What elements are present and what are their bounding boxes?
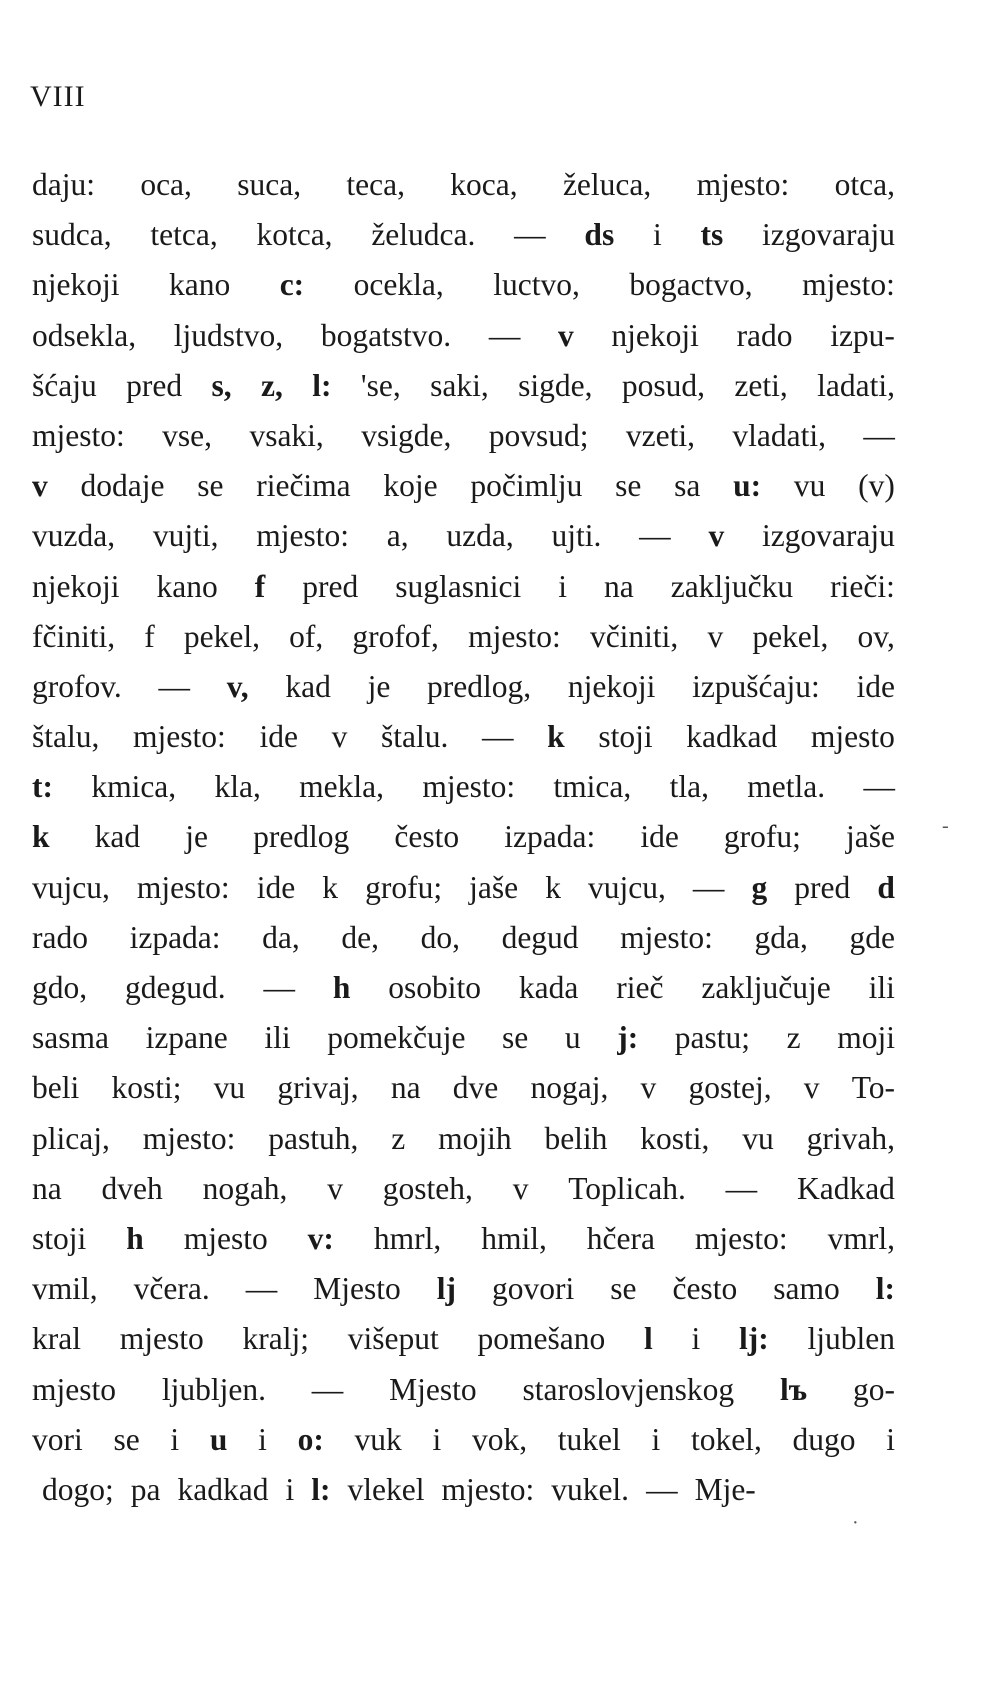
word: fčiniti, — [32, 618, 116, 654]
word: izpada: — [129, 919, 221, 955]
word: ocekla, — [353, 267, 444, 303]
word: pa — [130, 1471, 161, 1507]
word: gosteh, — [382, 1170, 473, 1206]
word: tmica, — [553, 769, 632, 805]
word: želudca. — [371, 217, 476, 253]
word: v — [331, 719, 348, 755]
word: mjesto — [119, 1321, 204, 1357]
word: počimlju — [470, 468, 583, 504]
word: — — [158, 668, 191, 704]
word: grivaj, — [277, 1070, 359, 1106]
text-line — [32, 662, 895, 712]
word: ladati, — [817, 367, 895, 403]
text-line — [32, 260, 895, 310]
text-line — [32, 1164, 895, 1214]
emphasized-letter: k — [32, 819, 50, 855]
word: se — [615, 468, 642, 504]
emphasized-letter: l — [643, 1321, 653, 1357]
word: zaključuje — [701, 970, 831, 1005]
word: k — [545, 869, 561, 905]
emphasized-letter: j: — [617, 1020, 639, 1056]
word: Kadkad — [796, 1170, 895, 1206]
word: ide — [856, 668, 895, 704]
emphasized-letter: o: — [297, 1421, 324, 1457]
word: koje — [383, 468, 438, 504]
word: grofu; — [723, 819, 801, 855]
emphasized-letter: c: — [279, 267, 305, 303]
emphasized-letter: u: — [733, 468, 762, 504]
word: višeput — [347, 1321, 439, 1357]
text-line — [32, 1013, 895, 1063]
word: dve — [452, 1070, 499, 1106]
body-text — [32, 160, 895, 1515]
word: staroslovjenskog — [522, 1371, 735, 1407]
word: tla, — [669, 769, 709, 805]
word: mjesto: — [802, 267, 895, 303]
word: suca, — [237, 167, 302, 202]
word: vmil, — [32, 1271, 98, 1307]
word: — — [646, 1471, 678, 1507]
text-line — [32, 210, 895, 260]
word: nogah, — [202, 1170, 288, 1206]
word: ide — [259, 719, 298, 755]
text-line — [32, 762, 895, 812]
emphasized-letter: l: — [875, 1271, 895, 1307]
word: i — [651, 1421, 661, 1457]
word: vuzda, — [32, 518, 116, 554]
word: — — [692, 869, 725, 905]
word: kad — [285, 668, 331, 704]
word: degud — [501, 919, 579, 955]
word: izpu- — [830, 317, 895, 353]
word: pred — [794, 869, 851, 905]
emphasized-letter: v — [558, 317, 574, 353]
word: dodaje — [80, 468, 165, 504]
word: pred — [126, 367, 183, 403]
emphasized-letter: ts — [700, 217, 724, 253]
word: vujcu, — [588, 869, 666, 905]
emphasized-letter: v, — [226, 668, 249, 704]
word: šćaju — [32, 367, 97, 403]
word: rieč — [616, 970, 664, 1005]
text-line — [32, 511, 895, 561]
word: dugo — [792, 1421, 856, 1457]
text-line — [32, 863, 895, 913]
word: kadkad — [177, 1471, 269, 1507]
word: plicaj, — [32, 1120, 110, 1156]
text-line — [32, 562, 895, 612]
emphasized-letter: h — [126, 1220, 144, 1256]
text-line — [32, 1264, 895, 1314]
word: rado — [736, 317, 793, 353]
word: rieči: — [830, 568, 895, 604]
word: gdo, — [32, 970, 88, 1005]
text-line — [32, 411, 895, 461]
word: do, — [420, 919, 460, 955]
word: predlog, — [427, 668, 532, 704]
word: je — [185, 819, 208, 855]
word: na — [603, 568, 634, 604]
text-line — [32, 461, 895, 511]
word: mjesto: — [133, 719, 226, 755]
word: kralj; — [242, 1321, 309, 1357]
word: hmrl, — [373, 1220, 442, 1256]
word: ljubljen. — [161, 1371, 266, 1407]
word: sudca, — [32, 217, 112, 253]
word: se — [197, 468, 224, 504]
word: ide — [256, 869, 296, 905]
word: pomekčuje — [327, 1020, 466, 1056]
word: kmica, — [91, 769, 177, 805]
word: grofov. — [32, 668, 122, 704]
word: a, — [386, 518, 409, 554]
word: često — [672, 1271, 738, 1307]
word: izpada: — [504, 819, 596, 855]
word: se — [113, 1421, 140, 1457]
word: mojih — [438, 1120, 512, 1156]
word: kosti, — [640, 1120, 710, 1156]
emphasized-letter: d — [877, 869, 895, 905]
word: ov, — [857, 618, 895, 654]
word: otca, — [834, 167, 895, 202]
word: se — [502, 1020, 529, 1056]
word: tetca, — [150, 217, 218, 253]
word: vok, — [471, 1421, 528, 1457]
emphasized-letter: lъ — [780, 1371, 808, 1407]
word: stoji — [32, 1220, 87, 1256]
word: f — [144, 618, 155, 654]
word: of, — [289, 618, 324, 654]
text-line — [32, 1214, 895, 1264]
text-line — [32, 1314, 895, 1364]
word: z — [391, 1120, 406, 1156]
word: mjesto: — [422, 769, 516, 805]
word: saki, — [430, 367, 489, 403]
emphasized-letter: z, — [261, 367, 283, 403]
emphasized-letter: ds — [584, 217, 615, 253]
word: riečima — [256, 468, 351, 504]
word: belih — [544, 1120, 608, 1156]
text-line — [32, 612, 895, 662]
word: vse, — [162, 417, 213, 453]
emphasized-letter: v — [32, 468, 48, 504]
word: vuk — [354, 1421, 402, 1457]
word: — — [725, 1170, 758, 1206]
word: vlekel — [347, 1471, 425, 1507]
word: odsekla, — [32, 317, 137, 353]
word: grofu; — [365, 869, 443, 905]
emphasized-letter: v: — [307, 1220, 334, 1256]
word: v — [803, 1070, 820, 1106]
emphasized-letter: k — [547, 719, 565, 755]
word: govori — [491, 1271, 575, 1307]
word: koca, — [450, 167, 518, 202]
word: i — [652, 217, 662, 253]
word: dveh — [101, 1170, 163, 1206]
word: uzda, — [446, 518, 514, 554]
word: grofof, — [352, 618, 439, 654]
word: sigde, — [518, 367, 593, 403]
text-line — [32, 1465, 895, 1515]
word: povsud; — [488, 417, 589, 453]
word: mjesto: — [441, 1471, 535, 1507]
text-line — [32, 160, 895, 210]
word: mjesto: — [136, 869, 230, 905]
word: dogo; — [42, 1471, 114, 1507]
word: moji — [837, 1020, 895, 1056]
word: 'se, — [360, 367, 401, 403]
text-line — [32, 1114, 895, 1164]
word: kotca, — [256, 217, 333, 253]
word: teca, — [346, 167, 405, 202]
word: kosti; — [111, 1070, 182, 1106]
word: kano — [156, 568, 218, 604]
word: mjesto: — [468, 618, 561, 654]
word: metla. — [747, 769, 826, 805]
text-line — [32, 963, 895, 1013]
word: — — [863, 417, 895, 453]
word: stoji — [598, 719, 653, 755]
emphasized-letter: t: — [32, 769, 53, 805]
word: i — [285, 1471, 295, 1507]
word: mjesto: — [694, 1220, 788, 1256]
word: hčera — [586, 1220, 655, 1256]
word: štalu, — [32, 719, 100, 755]
word: Mjesto — [389, 1371, 477, 1407]
word: oca, — [140, 167, 192, 202]
word: gda, — [754, 919, 808, 955]
word: pastuh, — [268, 1120, 359, 1156]
word: vujti, — [152, 518, 219, 554]
word: pred — [302, 568, 359, 604]
word: tokel, — [690, 1421, 762, 1457]
word: — — [639, 518, 671, 554]
word: da, — [262, 919, 300, 955]
word: želuca, — [562, 167, 652, 202]
word: posud, — [621, 367, 706, 403]
word: ili — [868, 970, 895, 1005]
word: osobito — [388, 970, 482, 1005]
text-line — [32, 1063, 895, 1113]
word: gostej, — [688, 1070, 772, 1106]
word: često — [394, 819, 460, 855]
word: pekel, — [183, 618, 260, 654]
word: samo — [773, 1271, 840, 1307]
word: tukel — [557, 1421, 621, 1457]
word: mjesto: — [142, 1120, 236, 1156]
word: mjesto: — [256, 518, 350, 554]
text-line — [32, 361, 895, 411]
word: gdegud. — [125, 970, 226, 1005]
word: gde — [849, 919, 895, 955]
word: kada — [518, 970, 579, 1005]
emphasized-letter: h — [332, 970, 351, 1005]
word: suglasnici — [395, 568, 522, 604]
word: bogatstvo. — [320, 317, 452, 353]
word: vu — [213, 1070, 246, 1106]
word: i — [170, 1421, 180, 1457]
text-line — [32, 712, 895, 762]
emphasized-letter: l: — [312, 367, 332, 403]
word: nogaj, — [530, 1070, 609, 1106]
text-line — [32, 812, 895, 862]
word: mjesto: — [620, 919, 713, 955]
word: vu — [742, 1120, 774, 1156]
word: ide — [640, 819, 679, 855]
word: hmil, — [481, 1220, 547, 1256]
word: rado — [32, 919, 88, 955]
emphasized-letter: lj: — [738, 1321, 769, 1357]
word: izgovaraju — [762, 217, 895, 253]
word: — — [863, 769, 895, 805]
word: go- — [852, 1371, 895, 1407]
word: izgovaraju — [761, 518, 895, 554]
word: mjesto — [810, 719, 895, 755]
emphasized-letter: s, — [211, 367, 232, 403]
word: sasma — [32, 1020, 109, 1056]
emphasized-letter: u — [209, 1421, 228, 1457]
page-number: VIII — [30, 80, 86, 113]
word: — — [263, 970, 295, 1005]
word: — — [311, 1371, 344, 1407]
word: ili — [264, 1020, 291, 1056]
word: vmrl, — [827, 1220, 895, 1256]
word: izpane — [145, 1020, 228, 1056]
word: ljudstvo, — [173, 317, 284, 353]
word: Toplicah. — [568, 1170, 686, 1206]
word: včiniti, — [589, 618, 679, 654]
word: njekoji — [567, 668, 656, 704]
word: (v) — [858, 468, 895, 504]
word: ujti. — [551, 518, 602, 554]
word: k — [322, 869, 339, 905]
word: z — [786, 1020, 801, 1056]
word: sa — [674, 468, 701, 504]
word: njekoji — [32, 568, 120, 604]
emphasized-letter: lj — [436, 1271, 456, 1307]
word: luctvo, — [493, 267, 580, 303]
word: vu — [793, 468, 826, 504]
word: kad — [94, 819, 141, 855]
word: v — [640, 1070, 657, 1106]
word: vzeti, — [625, 417, 696, 453]
word: je — [367, 668, 391, 704]
word: predlog — [253, 819, 350, 855]
word: zaključku — [670, 568, 794, 604]
word: se — [610, 1271, 637, 1307]
word: jaše — [469, 869, 519, 905]
word: kadkad — [686, 719, 778, 755]
margin-mark: - — [942, 815, 949, 837]
stray-dot-mark: · — [852, 1512, 859, 1534]
word: mjesto — [183, 1220, 268, 1256]
word: na — [390, 1070, 421, 1106]
emphasized-letter: v — [708, 518, 725, 554]
word: — — [482, 719, 514, 755]
word: vukel. — [551, 1471, 630, 1507]
emphasized-letter: l: — [311, 1471, 331, 1507]
word: zeti, — [734, 367, 788, 403]
word: njekoji — [611, 317, 699, 353]
word: Mjesto — [313, 1271, 401, 1307]
word: i — [258, 1421, 267, 1457]
word: i — [558, 568, 567, 604]
word: njekoji — [32, 267, 120, 303]
word: u — [564, 1020, 581, 1056]
emphasized-letter: f — [254, 568, 266, 604]
word: vori — [32, 1421, 83, 1457]
word: včera. — [133, 1271, 210, 1307]
word: kla, — [214, 769, 261, 805]
word: mjesto: — [696, 167, 790, 202]
word: mjesto — [32, 1371, 116, 1407]
word: vsigde, — [361, 417, 452, 453]
word: v — [327, 1170, 343, 1206]
word: de, — [341, 919, 379, 955]
word: kano — [168, 267, 231, 303]
word: mjesto: — [32, 417, 125, 453]
text-line — [32, 913, 895, 963]
word: jaše — [846, 819, 895, 855]
word: To- — [851, 1070, 895, 1106]
word: daju: — [32, 167, 95, 202]
text-line — [32, 1365, 895, 1415]
word: bogactvo, — [629, 267, 753, 303]
word: vujcu, — [32, 869, 110, 905]
text-line — [32, 311, 895, 361]
word: ljublen — [807, 1321, 895, 1357]
word: pastu; — [674, 1020, 751, 1056]
word: — — [488, 317, 521, 353]
text-line — [32, 1415, 895, 1465]
word: vladati, — [732, 417, 827, 453]
word: i — [691, 1321, 701, 1357]
word: grivah, — [806, 1120, 895, 1156]
word: vsaki, — [249, 417, 324, 453]
word: pekel, — [752, 618, 829, 654]
word: — — [245, 1271, 278, 1307]
word: Mje- — [694, 1471, 756, 1507]
word: i — [432, 1421, 442, 1457]
word: na — [32, 1170, 62, 1206]
word: v — [512, 1170, 529, 1206]
emphasized-letter: g — [751, 869, 768, 905]
word: pomešano — [477, 1321, 606, 1357]
word: izpušćaju: — [692, 668, 820, 704]
word: beli — [32, 1070, 80, 1106]
word: i — [886, 1421, 895, 1457]
word: mekla, — [299, 769, 385, 805]
word: kral — [32, 1321, 81, 1357]
word: štalu. — [380, 719, 449, 755]
word: — — [514, 217, 546, 253]
word: v — [707, 618, 724, 654]
